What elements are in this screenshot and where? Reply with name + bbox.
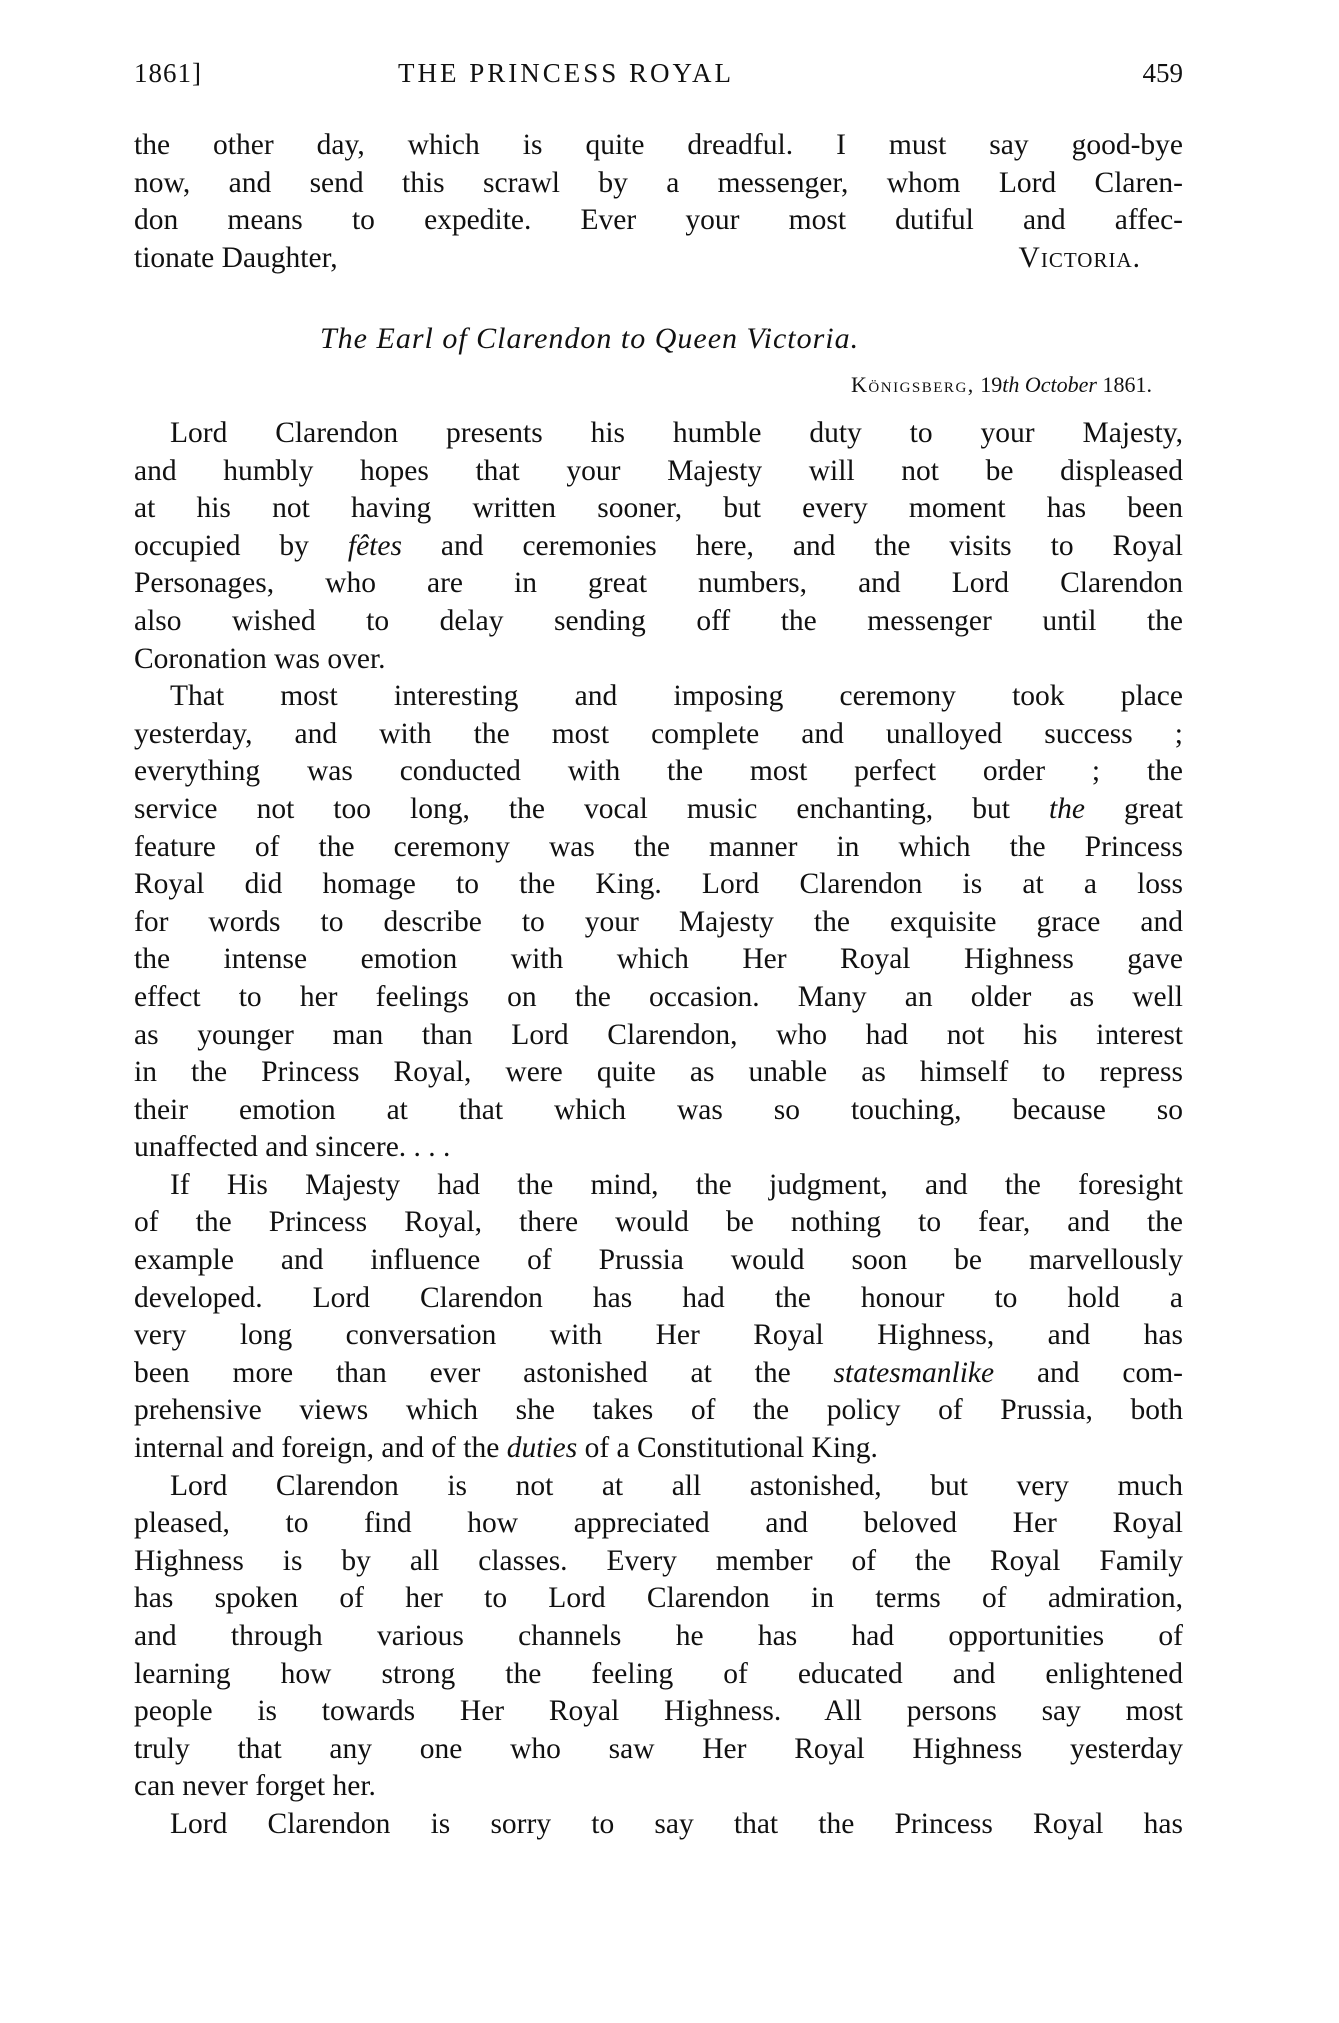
text-line: their emotion at that which was so touching, because so: [134, 1093, 1183, 1126]
text-line: and humbly hopes that your Majesty will not be displeased: [134, 454, 1183, 487]
text-line: very long conversation with Her Royal Highness, and has: [134, 1319, 1183, 1352]
paragraph: [134, 415, 1183, 678]
text-line: Royal did homage to the King. Lord Clarendon is at a loss: [134, 868, 1183, 901]
text-line: learning how strong the feeling of educated and enlightened: [134, 1657, 1183, 1690]
text-line: in the Princess Royal, were quite as unable as himself to repress: [134, 1056, 1183, 1089]
text-line: Lord Clarendon presents his humble duty to your Majesty,: [170, 417, 1183, 449]
text-line: service not too long, the vocal music enchanting, but the great: [134, 792, 1183, 825]
text-line: of the Princess Royal, there would be nothing to fear, and the: [134, 1206, 1183, 1239]
closing-text: tionate Daughter,: [134, 241, 338, 274]
italic-emphasis: statesmanlike: [833, 1356, 995, 1389]
text-line: occupied by fêtes and ceremonies here, and the visits to Royal: [134, 529, 1183, 562]
text-line: Highness is by all classes. Every member of the Royal Family: [134, 1544, 1183, 1577]
letter-heading: The Earl of Clarendon to Queen Victoria.: [320, 322, 860, 355]
text-line: If His Majesty had the mind, the judgment, and the foresight: [170, 1168, 1183, 1201]
text-line: Lord Clarendon is sorry to say that the Princess Royal has: [170, 1807, 1183, 1840]
text-line: That most interesting and imposing ceremony took place: [170, 680, 1183, 713]
paragraph: [134, 1167, 1183, 1468]
text-line: prehensive views which she takes of the policy of Prussia, both: [134, 1394, 1183, 1427]
text-line: unaffected and sincere. . . .: [134, 1131, 451, 1164]
italic-emphasis: fêtes: [347, 529, 402, 562]
text-line: truly that any one who saw Her Royal Highness yesterday: [134, 1732, 1183, 1765]
running-head-year: 1861]: [134, 58, 202, 88]
text-line: internal and foreign, and of the duties of a Constitutional King.: [134, 1432, 878, 1465]
text-line: Lord Clarendon is not at all astonished, but very much: [170, 1469, 1183, 1502]
text-line: as younger man than Lord Clarendon, who had not his interest: [134, 1018, 1183, 1051]
text-line: don means to expedite. Ever your most dutiful and affec-: [134, 204, 1183, 237]
letter-dateline: [851, 372, 1152, 398]
paragraph: [134, 1468, 1183, 1806]
text-line: the intense emotion with which Her Royal Highness gave: [134, 943, 1183, 976]
paragraph: [134, 1806, 1183, 1844]
text-line: pleased, to find how appreciated and beloved Her Royal: [134, 1507, 1183, 1540]
text-line: people is towards Her Royal Highness. All persons say most: [134, 1695, 1183, 1728]
text-line: everything was conducted with the most perfect order ; the: [134, 755, 1183, 788]
dateline-place: Königsberg,: [851, 372, 975, 397]
page-number: 459: [1142, 58, 1183, 88]
text-line: feature of the ceremony was the manner in which the Princess: [134, 830, 1183, 863]
text-line: yesterday, and with the most complete and unalloyed success ;: [134, 717, 1183, 750]
text-line: the other day, which is quite dreadful. I must say good-bye: [134, 129, 1183, 161]
dateline-year: 1861.: [1102, 372, 1152, 397]
text-line: been more than ever astonished at the statesmanlike and com-: [134, 1356, 1183, 1389]
dateline-month: October: [1024, 372, 1097, 397]
text-line: can never forget her.: [134, 1770, 376, 1803]
text-line: for words to describe to your Majesty the exquisite grace and: [134, 905, 1183, 938]
italic-emphasis: the: [1048, 792, 1085, 825]
letter-body: [134, 415, 1183, 1844]
running-head-title: THE PRINCESS ROYAL: [398, 58, 735, 88]
text-line: also wished to delay sending off the messenger until the: [134, 604, 1183, 637]
text-line: developed. Lord Clarendon has had the honour to hold a: [134, 1281, 1183, 1314]
text-line: Personages, who are in great numbers, and Lord Clarendon: [134, 567, 1183, 600]
opening-fragment: [134, 127, 1183, 277]
text-line: at his not having written sooner, but every moment has been: [134, 492, 1183, 525]
dateline-day-suffix: th: [1002, 372, 1020, 397]
text-line: effect to her feelings on the occasion. Many an older as well: [134, 980, 1183, 1013]
running-head: [134, 58, 1183, 92]
dateline-day: 19: [980, 372, 1003, 397]
signature: Victoria.: [1018, 241, 1141, 274]
text-line: now, and send this scrawl by a messenger, whom Lord Claren-: [134, 166, 1183, 199]
text-line: Coronation was over.: [134, 642, 386, 675]
closing-line: [134, 240, 1183, 278]
paragraph: [134, 678, 1183, 1167]
text-line: and through various channels he has had opportunities of: [134, 1620, 1183, 1652]
text-line: example and influence of Prussia would soon be marvellously: [134, 1244, 1183, 1277]
text-line: has spoken of her to Lord Clarendon in terms of admiration,: [134, 1582, 1183, 1615]
italic-emphasis: duties: [506, 1432, 578, 1465]
